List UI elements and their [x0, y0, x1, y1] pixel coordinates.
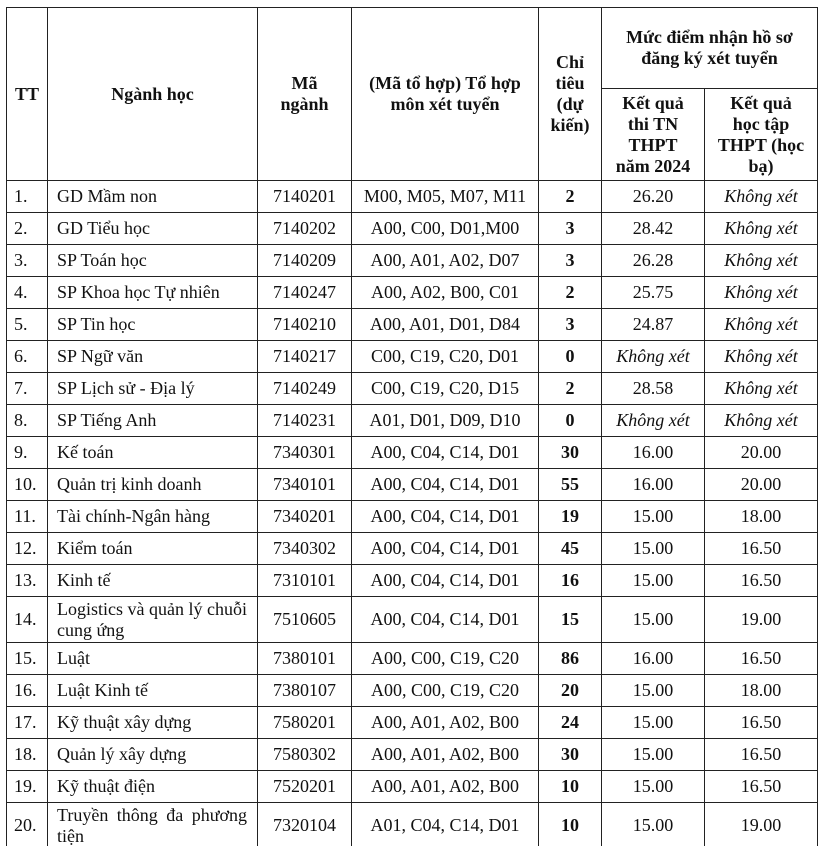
score-transcript-result: 16.50 [705, 707, 818, 739]
admission-score-table [6, 7, 818, 846]
table-row [7, 803, 818, 846]
table-row [7, 405, 818, 437]
score-transcript-result: Không xét [705, 309, 818, 341]
row-number: 19. [7, 771, 48, 803]
score-exam-result: 26.20 [602, 181, 705, 213]
score-transcript-result: Không xét [705, 373, 818, 405]
score-transcript-result: 19.00 [705, 597, 818, 643]
major-name: SP Ngữ văn [48, 341, 258, 373]
score-transcript-result: 16.50 [705, 643, 818, 675]
admission-quota: 30 [539, 437, 602, 469]
major-code: 7340201 [258, 501, 352, 533]
table-row [7, 181, 818, 213]
admission-quota: 55 [539, 469, 602, 501]
major-name: Kiểm toán [48, 533, 258, 565]
score-exam-result: 25.75 [602, 277, 705, 309]
header-combo: (Mã tổ hợp) Tổ hợp môn xét tuyển [352, 8, 539, 181]
admission-quota: 86 [539, 643, 602, 675]
major-name: Luật Kinh tế [48, 675, 258, 707]
major-code: 7340301 [258, 437, 352, 469]
major-name: SP Toán học [48, 245, 258, 277]
subject-combination: A00, C04, C14, D01 [352, 469, 539, 501]
row-number: 11. [7, 501, 48, 533]
score-transcript-result: Không xét [705, 245, 818, 277]
table-row [7, 501, 818, 533]
table-row [7, 565, 818, 597]
row-number: 2. [7, 213, 48, 245]
row-number: 14. [7, 597, 48, 643]
table-row [7, 277, 818, 309]
table-row [7, 771, 818, 803]
major-code: 7340302 [258, 533, 352, 565]
major-code: 7320104 [258, 803, 352, 846]
score-transcript-result: 19.00 [705, 803, 818, 846]
subject-combination: A00, C04, C14, D01 [352, 501, 539, 533]
subject-combination: A00, C04, C14, D01 [352, 597, 539, 643]
row-number: 1. [7, 181, 48, 213]
subject-combination: A00, C00, D01,M00 [352, 213, 539, 245]
score-transcript-result: 16.50 [705, 739, 818, 771]
score-transcript-result: Không xét [705, 181, 818, 213]
major-code: 7140201 [258, 181, 352, 213]
score-exam-result: Không xét [602, 405, 705, 437]
row-number: 12. [7, 533, 48, 565]
row-number: 4. [7, 277, 48, 309]
subject-combination: A01, C04, C14, D01 [352, 803, 539, 846]
table-row [7, 309, 818, 341]
score-exam-result: 15.00 [602, 771, 705, 803]
score-exam-result: 15.00 [602, 803, 705, 846]
score-transcript-result: Không xét [705, 213, 818, 245]
major-name: Kế toán [48, 437, 258, 469]
table-row [7, 675, 818, 707]
major-code: 7140209 [258, 245, 352, 277]
score-exam-result: 15.00 [602, 739, 705, 771]
subject-combination: A00, C00, C19, C20 [352, 675, 539, 707]
admission-quota: 2 [539, 373, 602, 405]
score-transcript-result: Không xét [705, 341, 818, 373]
header-major: Ngành học [48, 8, 258, 181]
table-row [7, 213, 818, 245]
major-code: 7310101 [258, 565, 352, 597]
admission-quota: 20 [539, 675, 602, 707]
row-number: 7. [7, 373, 48, 405]
subject-combination: A00, C04, C14, D01 [352, 533, 539, 565]
header-tt: TT [7, 8, 48, 181]
score-exam-result: Không xét [602, 341, 705, 373]
major-code: 7340101 [258, 469, 352, 501]
score-exam-result: 16.00 [602, 437, 705, 469]
header-code: Mã ngành [258, 8, 352, 181]
admission-quota: 30 [539, 739, 602, 771]
score-transcript-result: 16.50 [705, 533, 818, 565]
admission-quota: 19 [539, 501, 602, 533]
table-row [7, 469, 818, 501]
table-body [7, 181, 818, 846]
major-name: SP Tin học [48, 309, 258, 341]
row-number: 3. [7, 245, 48, 277]
major-name: Quản lý xây dựng [48, 739, 258, 771]
subject-combination: A00, A01, A02, B00 [352, 707, 539, 739]
major-code: 7140217 [258, 341, 352, 373]
major-name: SP Khoa học Tự nhiên [48, 277, 258, 309]
table-row [7, 341, 818, 373]
score-transcript-result: 20.00 [705, 469, 818, 501]
major-code: 7140247 [258, 277, 352, 309]
major-code: 7510605 [258, 597, 352, 643]
major-code: 7140231 [258, 405, 352, 437]
admission-quota: 16 [539, 565, 602, 597]
subject-combination: A00, A01, A02, B00 [352, 771, 539, 803]
score-exam-result: 28.42 [602, 213, 705, 245]
header-score-exam: Kết quả thi TN THPT năm 2024 [602, 89, 705, 181]
row-number: 15. [7, 643, 48, 675]
row-number: 5. [7, 309, 48, 341]
cropped-top-edge [0, 0, 823, 7]
row-number: 20. [7, 803, 48, 846]
major-code: 7520201 [258, 771, 352, 803]
header-quota: Chỉ tiêu (dự kiến) [539, 8, 602, 181]
subject-combination: A00, C04, C14, D01 [352, 437, 539, 469]
subject-combination: A00, A02, B00, C01 [352, 277, 539, 309]
major-code: 7580201 [258, 707, 352, 739]
subject-combination: C00, C19, C20, D15 [352, 373, 539, 405]
admission-quota: 0 [539, 405, 602, 437]
subject-combination: C00, C19, C20, D01 [352, 341, 539, 373]
row-number: 13. [7, 565, 48, 597]
header-score-transcript: Kết quả học tập THPT (học bạ) [705, 89, 818, 181]
score-exam-result: 15.00 [602, 565, 705, 597]
score-exam-result: 26.28 [602, 245, 705, 277]
subject-combination: M00, M05, M07, M11 [352, 181, 539, 213]
admission-quota: 15 [539, 597, 602, 643]
header-row-1 [7, 8, 818, 89]
major-code: 7580302 [258, 739, 352, 771]
major-name: Kinh tế [48, 565, 258, 597]
major-name: SP Tiếng Anh [48, 405, 258, 437]
major-name: Logistics và quản lý chuỗi cung ứng [48, 597, 258, 643]
score-exam-result: 28.58 [602, 373, 705, 405]
score-exam-result: 15.00 [602, 501, 705, 533]
row-number: 17. [7, 707, 48, 739]
score-transcript-result: 16.50 [705, 771, 818, 803]
score-exam-result: 15.00 [602, 533, 705, 565]
score-transcript-result: 20.00 [705, 437, 818, 469]
major-name: GD Mầm non [48, 181, 258, 213]
major-code: 7140249 [258, 373, 352, 405]
admission-quota: 10 [539, 803, 602, 846]
table-row [7, 643, 818, 675]
major-name: Tài chính-Ngân hàng [48, 501, 258, 533]
major-name: SP Lịch sử - Địa lý [48, 373, 258, 405]
score-transcript-result: Không xét [705, 277, 818, 309]
table-row [7, 373, 818, 405]
admission-quota: 0 [539, 341, 602, 373]
admission-quota: 45 [539, 533, 602, 565]
score-exam-result: 16.00 [602, 469, 705, 501]
score-exam-result: 15.00 [602, 707, 705, 739]
major-code: 7380107 [258, 675, 352, 707]
row-number: 9. [7, 437, 48, 469]
row-number: 6. [7, 341, 48, 373]
row-number: 16. [7, 675, 48, 707]
major-code: 7380101 [258, 643, 352, 675]
score-transcript-result: 18.00 [705, 501, 818, 533]
score-transcript-result: 18.00 [705, 675, 818, 707]
major-name: Kỹ thuật điện [48, 771, 258, 803]
score-exam-result: 15.00 [602, 675, 705, 707]
major-code: 7140202 [258, 213, 352, 245]
row-number: 8. [7, 405, 48, 437]
admission-quota: 3 [539, 309, 602, 341]
subject-combination: A00, C04, C14, D01 [352, 565, 539, 597]
admission-quota: 3 [539, 213, 602, 245]
subject-combination: A00, A01, D01, D84 [352, 309, 539, 341]
table-row [7, 707, 818, 739]
header-score-group: Mức điểm nhận hồ sơ đăng ký xét tuyển [602, 8, 818, 89]
score-exam-result: 24.87 [602, 309, 705, 341]
score-exam-result: 15.00 [602, 597, 705, 643]
major-name: Luật [48, 643, 258, 675]
major-name: GD Tiểu học [48, 213, 258, 245]
major-name: Kỹ thuật xây dựng [48, 707, 258, 739]
admission-quota: 2 [539, 181, 602, 213]
table-row [7, 533, 818, 565]
major-name: Quản trị kinh doanh [48, 469, 258, 501]
subject-combination: A00, A01, A02, D07 [352, 245, 539, 277]
major-name: Truyền thông đa phương tiện [48, 803, 258, 846]
admission-quota: 24 [539, 707, 602, 739]
subject-combination: A00, A01, A02, B00 [352, 739, 539, 771]
table-row [7, 437, 818, 469]
subject-combination: A00, C00, C19, C20 [352, 643, 539, 675]
admission-quota: 10 [539, 771, 602, 803]
subject-combination: A01, D01, D09, D10 [352, 405, 539, 437]
table-row [7, 245, 818, 277]
score-transcript-result: 16.50 [705, 565, 818, 597]
row-number: 10. [7, 469, 48, 501]
table-row [7, 597, 818, 643]
admission-quota: 2 [539, 277, 602, 309]
admission-quota: 3 [539, 245, 602, 277]
table-row [7, 739, 818, 771]
score-transcript-result: Không xét [705, 405, 818, 437]
row-number: 18. [7, 739, 48, 771]
score-exam-result: 16.00 [602, 643, 705, 675]
major-code: 7140210 [258, 309, 352, 341]
